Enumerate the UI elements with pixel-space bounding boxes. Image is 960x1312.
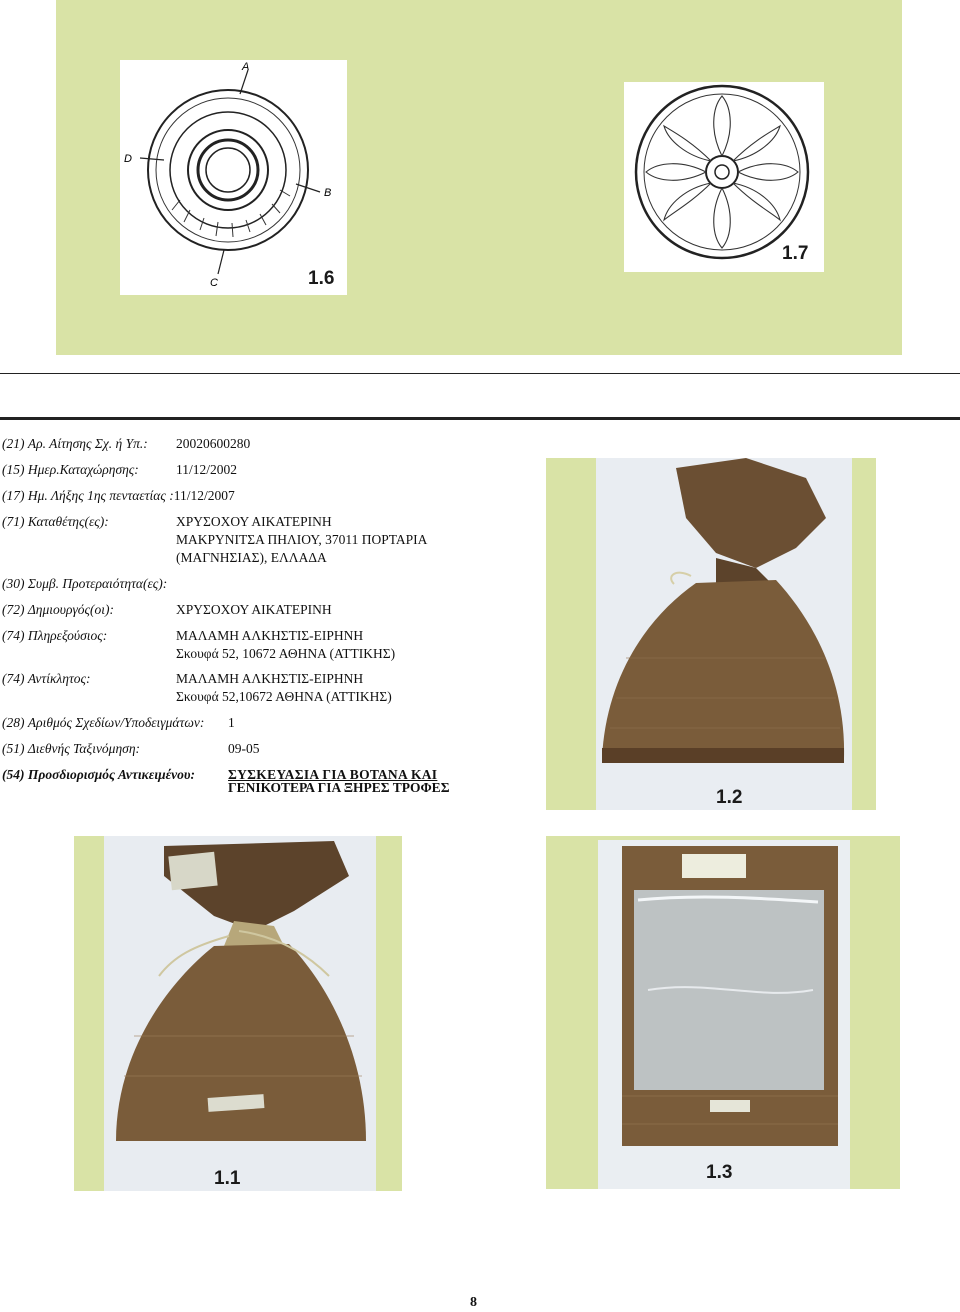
photo-1-3: [598, 840, 850, 1189]
field-priority: (30) Συμβ. Προτεραιότητα(ες):: [2, 576, 168, 591]
marker-d: D: [124, 153, 132, 165]
field-creator: (72) Δημιουργός(οι): ΧΡΥΣΟΧΟΥ ΑΙΚΑΤΕΡΙΝΗ: [2, 602, 332, 617]
figure-label-1-6: 1.6: [308, 268, 335, 289]
field-expiry-date: (17) Ημ. Λήξης 1ης πενταετίας :11/12/2007: [2, 488, 235, 503]
divider-line: [0, 373, 960, 374]
page-number: 8: [470, 1295, 477, 1310]
divider-line: [0, 417, 960, 420]
figure-1-6-drawing: [120, 60, 347, 295]
field-application-number: (21) Αρ. Αίτησης Σχ. ή Υπ.: 20020600280: [2, 436, 251, 451]
figure-label-1-7: 1.7: [782, 243, 809, 264]
field-filing-date: (15) Ημερ.Καταχώρησης: 11/12/2002: [2, 462, 238, 477]
marker-b: B: [324, 187, 332, 199]
figure-label-1-1: 1.1: [214, 1168, 241, 1189]
drawing-panel-center: [410, 0, 572, 355]
field-classification: (51) Διεθνής Ταξινόμηση: 09-05: [2, 741, 260, 756]
field-attorney: (74) Πληρεξούσιος: ΜΑΛΑΜΗ ΑΛΚΗΣΤΙΣ-ΕΙΡΗΝΗ Σκουφά 52, 10672 ΑΘΗΝΑ (ΑΤΤΙΚΗΣ): [2, 628, 396, 661]
marker-a: A: [242, 61, 250, 73]
marker-c: C: [210, 277, 218, 289]
photo-1-1: [104, 836, 376, 1191]
figure-label-1-3: 1.3: [706, 1162, 733, 1183]
photo-1-2: [596, 458, 852, 810]
field-applicant: (71) Καταθέτης(ες): ΧΡΥΣΟΧΟΥ ΑΙΚΑΤΕΡΙΝΗ ΜΑΚΡΥΝΙΤΣΑ ΠΗΛΙΟΥ, 37011 ΠΟΡΤΑΡΙΑ (ΜΑΓΝΗΣΙΑΣ), ΕΛΛΑΔΑ: [2, 514, 428, 565]
field-representative: (74) Αντίκλητος: ΜΑΛΑΜΗ ΑΛΚΗΣΤΙΣ-ΕΙΡΗΝΗ Σκουφά 52,10672 ΑΘΗΝΑ (ΑΤΤΙΚΗΣ): [2, 671, 392, 704]
figure-label-1-2: 1.2: [716, 787, 743, 808]
field-subject: (54) Προσδιορισμός Αντικειμένου: ΣΥΣΚΕΥΑΣΙΑ ΓΙΑ ΒΟΤΑΝΑ ΚΑΙ ΓΕΝΙΚΟΤΕΡΑ ΓΙΑ ΞΗΡΕΣ ΤΡΟΦΕΣ: [2, 767, 450, 795]
field-drawings-count: (28) Αριθμός Σχεδίων/Υποδειγμάτων: 1: [2, 715, 235, 730]
